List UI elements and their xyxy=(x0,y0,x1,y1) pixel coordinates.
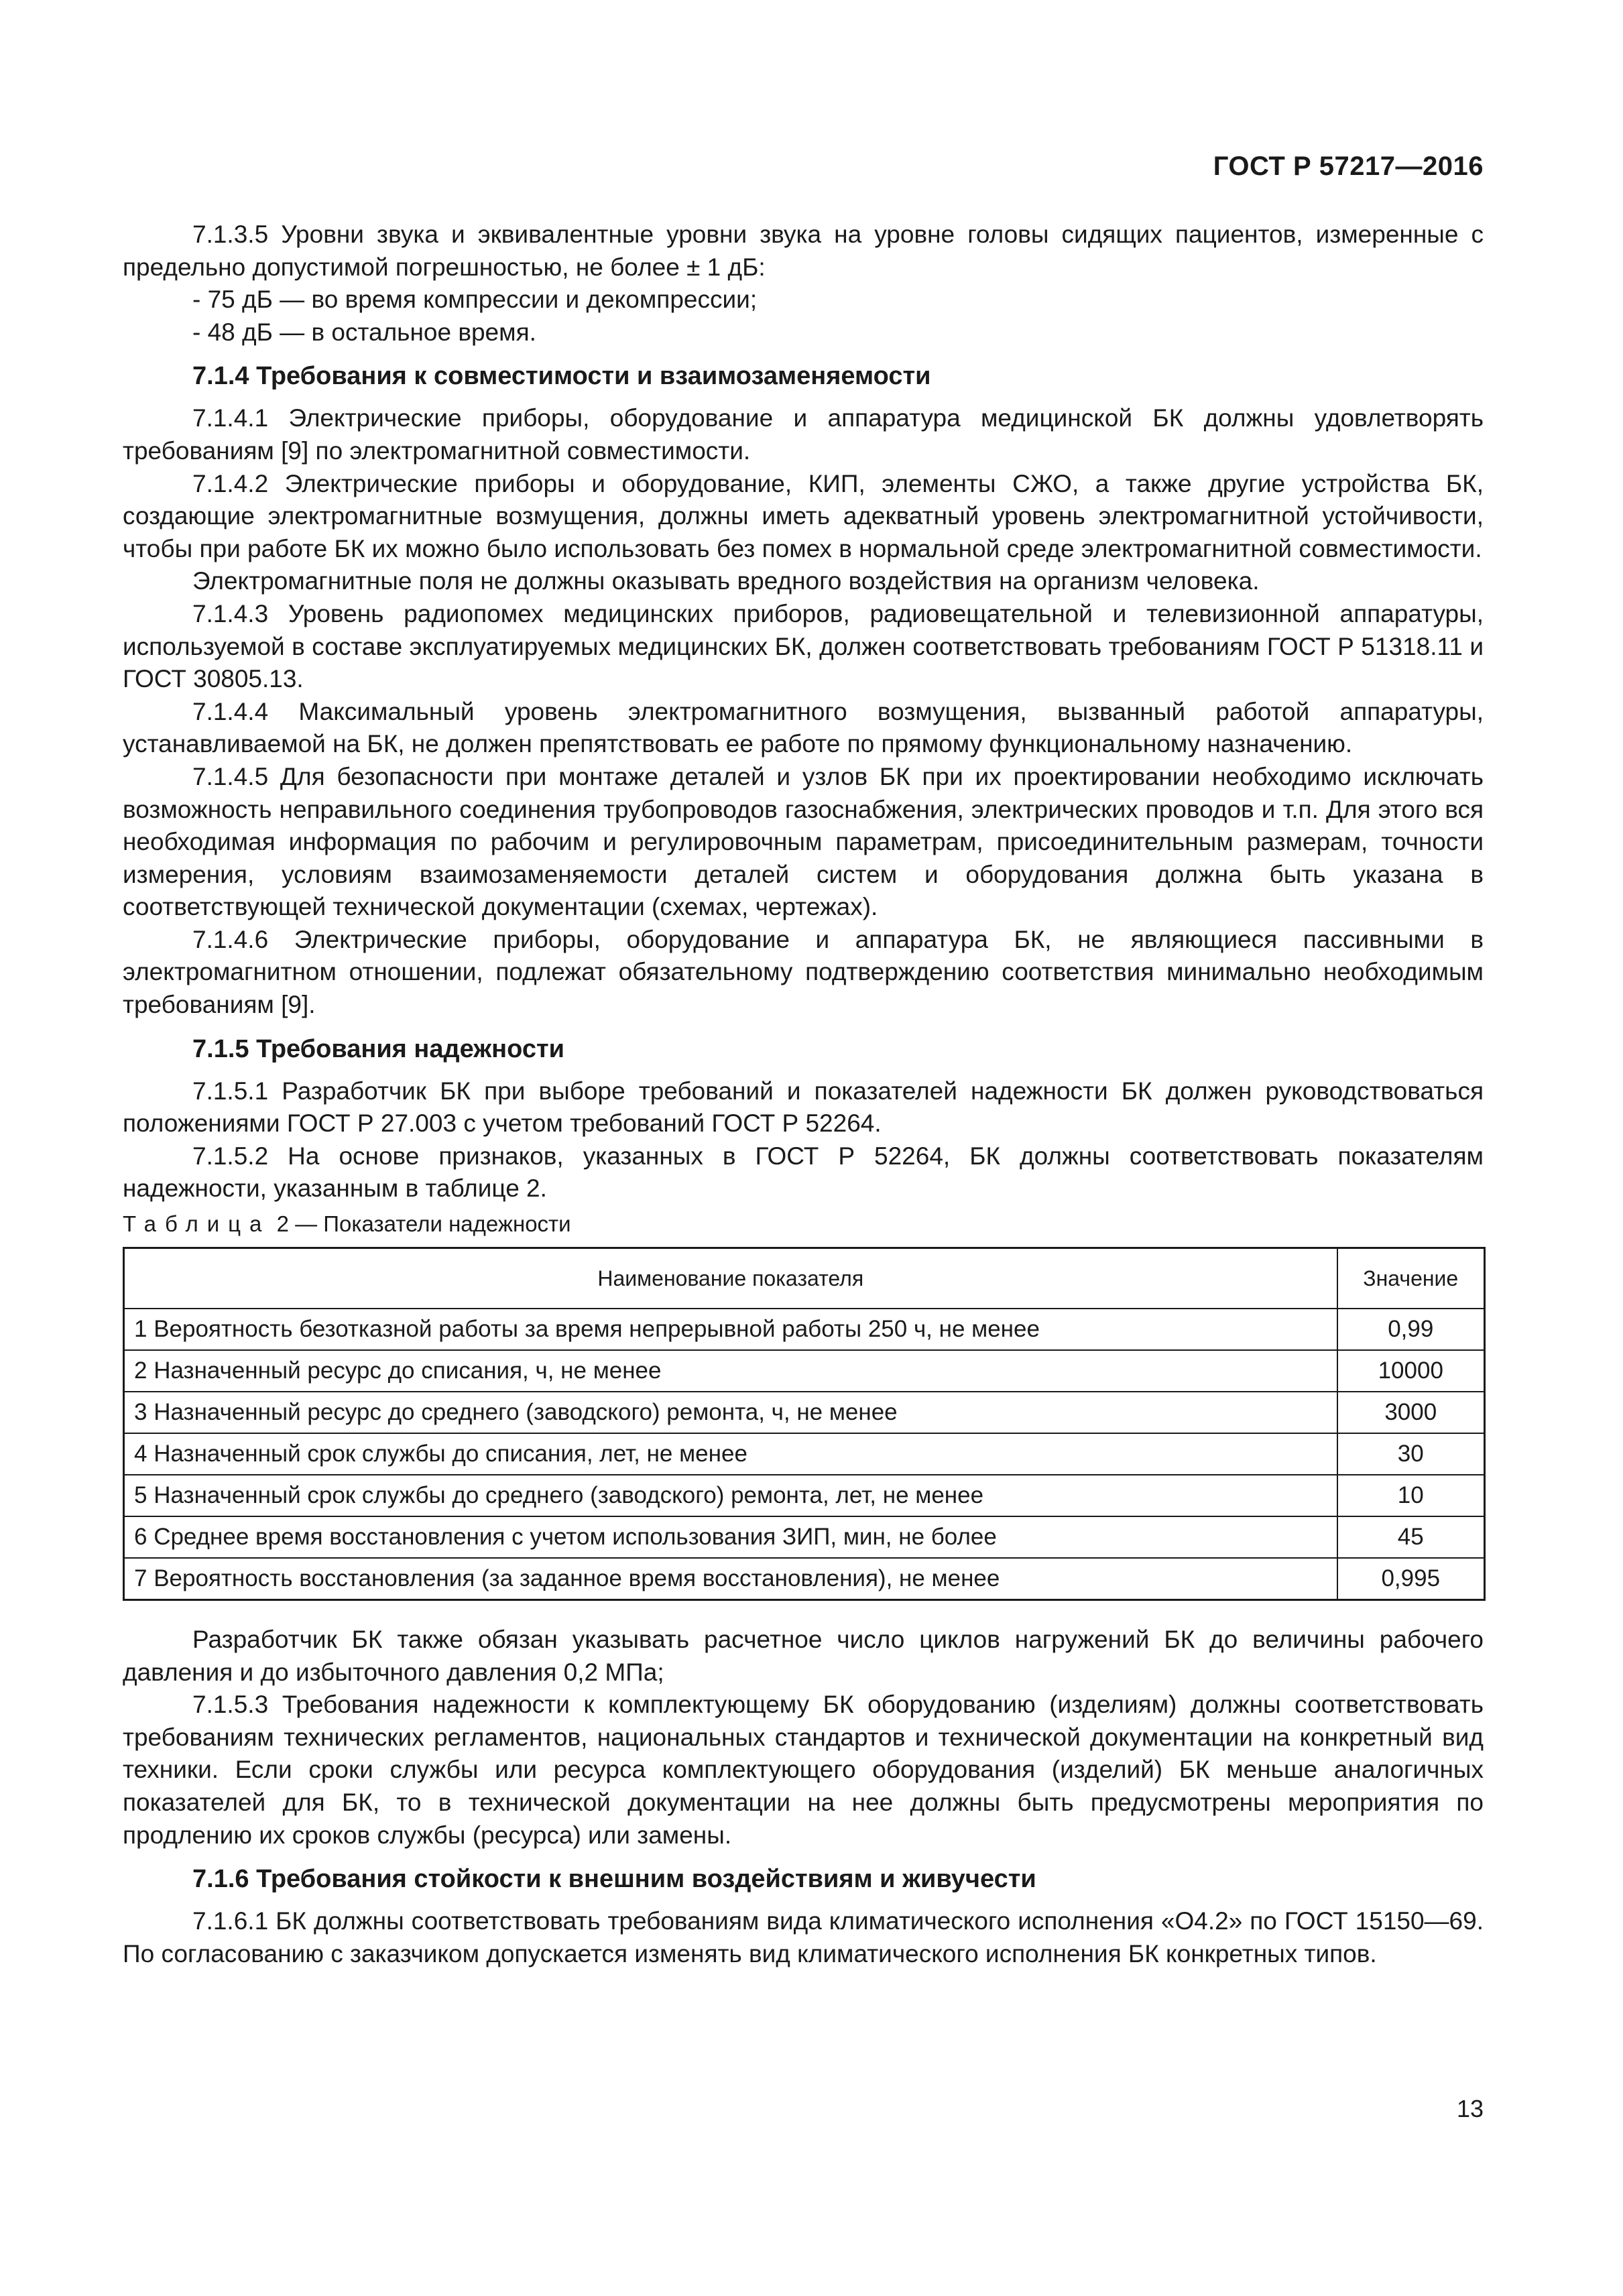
paragraph-7-1-5-1: 7.1.5.1 Разработчик БК при выборе требований и показателей надежности БК должен руководствоваться положениями ГОСТ Р 27.003 с учетом требований ГОСТ Р 52264. xyxy=(123,1077,1484,1138)
table-row xyxy=(124,1475,1485,1516)
indicator-cell: 3 Назначенный ресурс до среднего (заводского) ремонта, ч, не менее xyxy=(124,1392,1337,1433)
table-row xyxy=(124,1350,1485,1392)
paragraph-7-1-5-2: 7.1.5.2 На основе признаков, указанных в ГОСТ Р 52264, БК должны соответствовать показателям надежности, указанным в таблице 2. xyxy=(123,1142,1484,1203)
paragraph-7-1-3-5: 7.1.3.5 Уровни звука и эквивалентные уровни звука на уровне головы сидящих пациентов, измеренные с предельно допустимой погрешностью, не более ± 1 дБ: xyxy=(123,221,1484,281)
column-header-value: Значение xyxy=(1337,1248,1485,1309)
table-caption-word: Таблица xyxy=(123,1211,271,1237)
page-content xyxy=(123,219,1484,1970)
value-cell: 0,99 xyxy=(1337,1309,1485,1350)
reliability-table xyxy=(123,1247,1486,1601)
table-header-row xyxy=(124,1248,1485,1309)
paragraph-em-fields: Электромагнитные поля не должны оказывать вредного воздействия на организм человека. xyxy=(192,567,1260,595)
paragraph-7-1-4-1: 7.1.4.1 Электрические приборы, оборудование и аппаратура медицинской БК должны удовлетворять требованиям [9] по электромагнитной совместимости. xyxy=(123,404,1484,465)
paragraph-7-1-5-3: 7.1.5.3 Требования надежности к комплектующему БК оборудованию (изделиям) должны соответствовать требованиям технических регламентов, национальных стандартов и технической документации на конкретный вид техники. Если сроки службы или ресурса комплектующего оборудования (изделий) БК меньше аналогичных показателей для БК, то в технической документации на нее должны быть предусмотрены мероприятия по продлению их сроков службы (ресурса) или замены. xyxy=(123,1691,1484,1849)
table-row xyxy=(124,1309,1485,1350)
indicator-cell: 4 Назначенный срок службы до списания, лет, не менее xyxy=(124,1433,1337,1475)
paragraph-7-1-4-5: 7.1.4.5 Для безопасности при монтаже деталей и узлов БК при их проектировании необходимо исключать возможность неправильного соединения трубопроводов газоснабжения, электрических проводов и т.п. Для этого вся необходимая информация по рабочим и регулировочным параметрам, присоединительным размерам, точности измерения, условиям взаимозаменяемости деталей систем и оборудования должна быть указана в соответствующей технической документации (схемах, чертежах). xyxy=(123,762,1484,921)
paragraph-7-1-4-6: 7.1.4.6 Электрические приборы, оборудование и аппаратура БК, не являющиеся пассивными в электромагнитном отношении, подлежат обязательному подтверждению соответствия минимально необходимым требованиям [9]. xyxy=(123,925,1484,1019)
section-heading-7-1-6: 7.1.6 Требования стойкости к внешним воздействиям и живучести xyxy=(192,1865,1036,1894)
table-row xyxy=(124,1558,1485,1600)
table-row xyxy=(124,1433,1485,1475)
paragraph-load-cycles: Разработчик БК также обязан указывать расчетное число циклов нагружений БК до величины рабочего давления и до избыточного давления 0,2 МПа; xyxy=(123,1626,1484,1686)
value-cell: 10 xyxy=(1337,1475,1485,1516)
value-cell: 10000 xyxy=(1337,1350,1485,1392)
section-heading-7-1-5: 7.1.5 Требования надежности xyxy=(192,1034,564,1063)
indicator-cell: 2 Назначенный ресурс до списания, ч, не менее xyxy=(124,1350,1337,1392)
section-heading-7-1-4: 7.1.4 Требования к совместимости и взаимозаменяемости xyxy=(192,362,931,391)
value-cell: 30 xyxy=(1337,1433,1485,1475)
list-item: - 75 дБ — во время компрессии и декомпрессии; xyxy=(192,286,758,314)
paragraph-7-1-4-3: 7.1.4.3 Уровень радиопомех медицинских приборов, радиовещательной и телевизионной аппаратуры, используемой в составе эксплуатируемых медицинских БК, должен соответствовать требованиям ГОСТ Р 51318.11 и ГОСТ 30805.13. xyxy=(123,599,1484,693)
value-cell: 3000 xyxy=(1337,1392,1485,1433)
value-cell: 45 xyxy=(1337,1516,1485,1558)
indicator-cell: 7 Вероятность восстановления (за заданное время восстановления), не менее xyxy=(124,1558,1337,1600)
paragraph-7-1-4-4: 7.1.4.4 Максимальный уровень электромагнитного возмущения, вызванный работой аппаратуры, устанавливаемой на БК, не должен препятствовать ее работе по прямому функциональному назначению. xyxy=(123,697,1484,758)
indicator-cell: 6 Среднее время восстановления с учетом использования ЗИП, мин, не более xyxy=(124,1516,1337,1558)
indicator-cell: 1 Вероятность безотказной работы за время непрерывной работы 250 ч, не менее xyxy=(124,1309,1337,1350)
paragraph-7-1-6-1: 7.1.6.1 БК должны соответствовать требованиям вида климатического исполнения «О4.2» по ГОСТ 15150—69. По согласованию с заказчиком допускается изменять вид климатического исполнения БК конкретных типов. xyxy=(123,1907,1484,1968)
table-row xyxy=(124,1392,1485,1433)
paragraph-7-1-4-2: 7.1.4.2 Электрические приборы и оборудование, КИП, элементы СЖО, а также другие устройства БК, создающие электромагнитные возмущения, должны иметь адекватный уровень электромагнитной устойчивости, чтобы при работе БК их можно было использовать без помех в нормальной среде электромагнитной совместимости. xyxy=(123,469,1484,562)
indicator-cell: 5 Назначенный срок службы до среднего (заводского) ремонта, лет, не менее xyxy=(124,1475,1337,1516)
table-caption-title: 2 — Показатели надежности xyxy=(276,1211,571,1237)
standard-designation: ГОСТ Р 57217—2016 xyxy=(1213,152,1484,181)
list-item: - 48 дБ — в остальное время. xyxy=(192,318,536,346)
column-header-indicator: Наименование показателя xyxy=(124,1248,1337,1309)
table-row xyxy=(124,1516,1485,1558)
table-caption xyxy=(123,1211,1484,1237)
value-cell: 0,995 xyxy=(1337,1558,1485,1600)
page-number: 13 xyxy=(1456,2095,1484,2122)
